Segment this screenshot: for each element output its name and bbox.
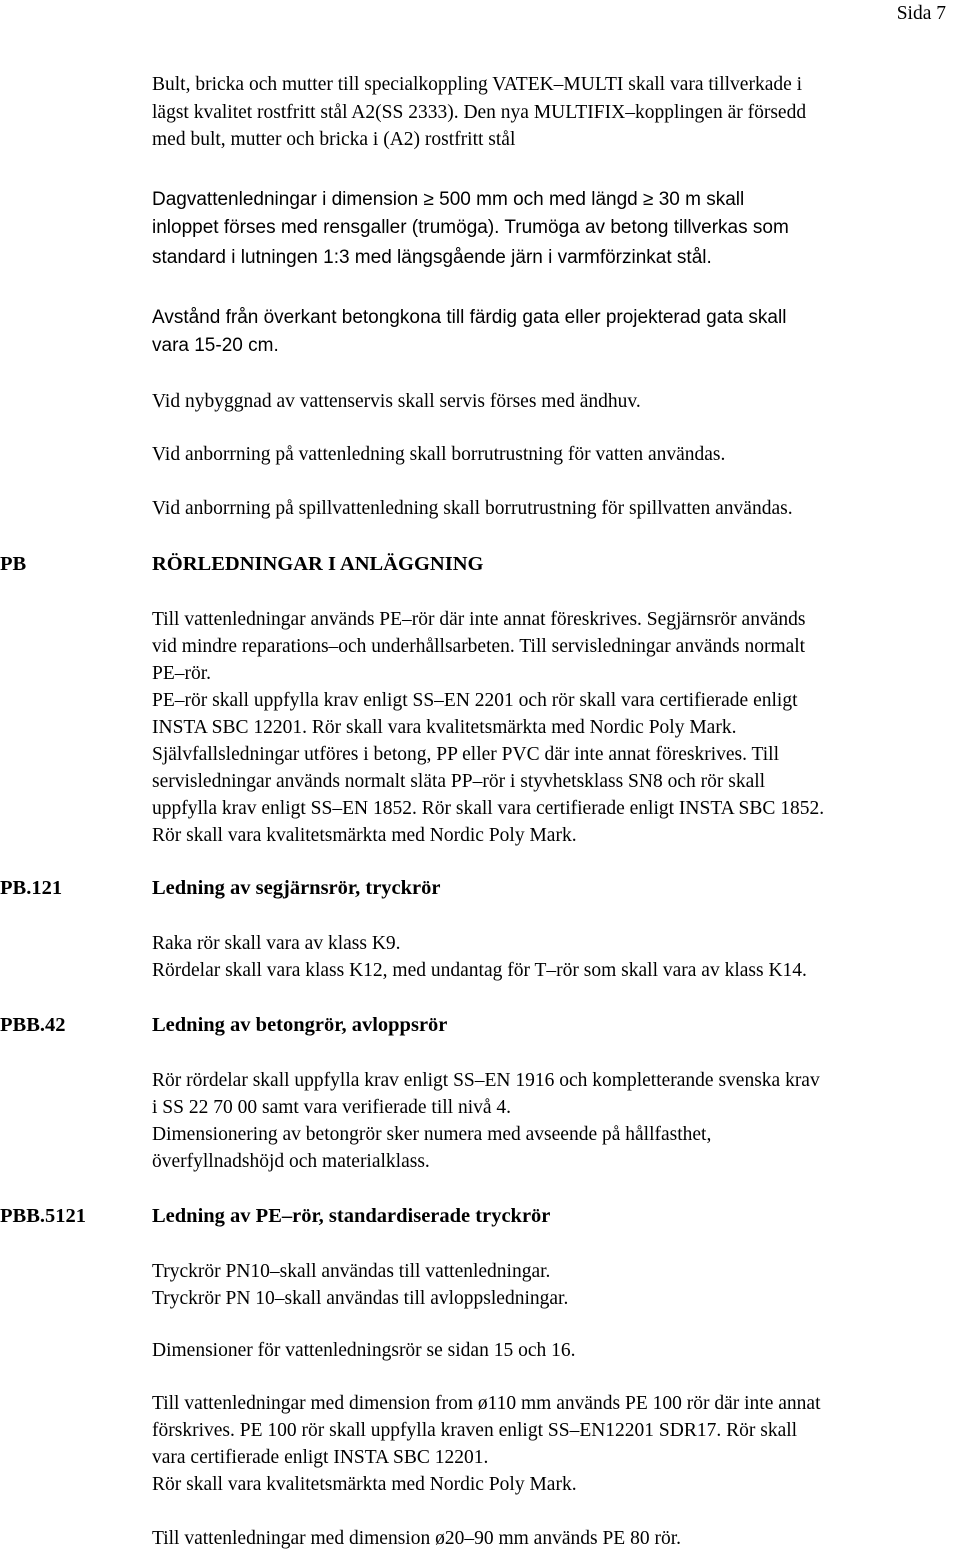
pbb5121-dimensioner: Dimensioner för vattenledningsrör se sidan 15 och 16. bbox=[152, 1340, 576, 1361]
vatek-line-2: lägst kvalitet rostfritt stål A2(SS 2333). Den nya MULTIFIX–kopplingen är försedd bbox=[152, 102, 807, 123]
pbb5121-vatten110-line-1: Till vattenledningar med dimension from ø110 mm används PE 100 rör där inte annat bbox=[152, 1393, 821, 1414]
pbb42-line-2: i SS 22 70 00 samt vara verifierade till nivå 4. bbox=[152, 1097, 512, 1118]
pb-line-5: INSTA SBC 12201. Rör skall vara kvalitetsmärkta med Nordic Poly Mark. bbox=[152, 717, 737, 738]
dagvatten-line-2: inloppet förses med rensgaller (trumöga). Trumöga av betong tillverkas som bbox=[152, 217, 789, 238]
pb121-line-1: Raka rör skall vara av klass K9. bbox=[152, 933, 401, 954]
section-code-pbb5121: PBB.5121 bbox=[0, 1205, 86, 1227]
avstand-line-2: vara 15-20 cm. bbox=[152, 335, 279, 356]
pbb5121-vatten110-line-2: förskrives. PE 100 rör skall uppfylla kraven enligt SS–EN12201 SDR17. Rör skall bbox=[152, 1420, 798, 1441]
page-number: Sida 7 bbox=[896, 3, 946, 24]
pb-line-6: Självfallsledningar utföres i betong, PP eller PVC där inte annat föreskrives. Till bbox=[152, 744, 779, 765]
pbb5121-vatten110-line-3: vara certifierade enligt INSTA SBC 12201. bbox=[152, 1447, 489, 1468]
anborrning-spill-text: Vid anborrning på spillvattenledning skall borrutrustning för spillvatten användas. bbox=[152, 498, 793, 519]
section-title-pb121: Ledning av segjärnsrör, tryckrör bbox=[152, 877, 441, 899]
pb-line-8: uppfylla krav enligt SS–EN 1852. Rör skall vara certifierade enligt INSTA SBC 1852. bbox=[152, 798, 825, 819]
vatek-line-3: med bult, mutter och bricka i (A2) rostfritt stål bbox=[152, 129, 516, 150]
section-title-pbb5121: Ledning av PE–rör, standardiserade tryckrör bbox=[152, 1205, 551, 1227]
dagvatten-line-1: Dagvattenledningar i dimension ≥ 500 mm och med längd ≥ 30 m skall bbox=[152, 189, 745, 210]
pbb5121-tryck-line-2: Tryckrör PN 10–skall användas till avloppsledningar. bbox=[152, 1288, 569, 1309]
section-code-pb: PB bbox=[0, 553, 27, 575]
pbb42-line-3: Dimensionering av betongrör sker numera med avseende på hållfasthet, bbox=[152, 1124, 712, 1145]
pb-line-4: PE–rör skall uppfylla krav enligt SS–EN 2201 och rör skall vara certifierade enligt bbox=[152, 690, 798, 711]
vatek-line-1: Bult, bricka och mutter till specialkoppling VATEK–MULTI skall vara tillverkade i bbox=[152, 74, 803, 95]
pb-line-7: servisledningar används normalt släta PP–rör i styvhetsklass SN8 och rör skall bbox=[152, 771, 766, 792]
pb-line-2: vid mindre reparations–och underhållsarbeten. Till servisledningar används normalt bbox=[152, 636, 806, 657]
pbb5121-vatten110-line-4: Rör skall vara kvalitetsmärkta med Nordic Poly Mark. bbox=[152, 1474, 577, 1495]
pbb5121-vatten20: Till vattenledningar med dimension ø20–90 mm används PE 80 rör. bbox=[152, 1528, 681, 1549]
pbb5121-tryck-line-1: Tryckrör PN10–skall användas till vattenledningar. bbox=[152, 1261, 551, 1282]
nybyggnad-text: Vid nybyggnad av vattenservis skall servis förses med ändhuv. bbox=[152, 391, 641, 412]
anborrning-vatten-text: Vid anborrning på vattenledning skall borrutrustning för vatten användas. bbox=[152, 444, 726, 465]
dagvatten-line-3: standard i lutningen 1:3 med längsgående järn i varmförzinkat stål. bbox=[152, 247, 712, 268]
pb-line-1: Till vattenledningar används PE–rör där inte annat föreskrives. Segjärnsrör används bbox=[152, 609, 806, 630]
section-code-pbb42: PBB.42 bbox=[0, 1014, 66, 1036]
avstand-line-1: Avstånd från överkant betongkona till färdig gata eller projekterad gata skall bbox=[152, 307, 787, 328]
pbb42-line-4: överfyllnadshöjd och materialklass. bbox=[152, 1151, 430, 1172]
section-code-pb121: PB.121 bbox=[0, 877, 63, 899]
pb-line-3: PE–rör. bbox=[152, 663, 212, 684]
section-title-pbb42: Ledning av betongrör, avloppsrör bbox=[152, 1014, 448, 1036]
section-title-pb: RÖRLEDNINGAR I ANLÄGGNING bbox=[152, 553, 484, 575]
pbb42-line-1: Rör rördelar skall uppfylla krav enligt SS–EN 1916 och kompletterande svenska krav bbox=[152, 1070, 820, 1091]
pb-line-9: Rör skall vara kvalitetsmärkta med Nordic Poly Mark. bbox=[152, 825, 577, 846]
pb121-line-2: Rördelar skall vara klass K12, med undantag för T–rör som skall vara av klass K14. bbox=[152, 960, 807, 981]
